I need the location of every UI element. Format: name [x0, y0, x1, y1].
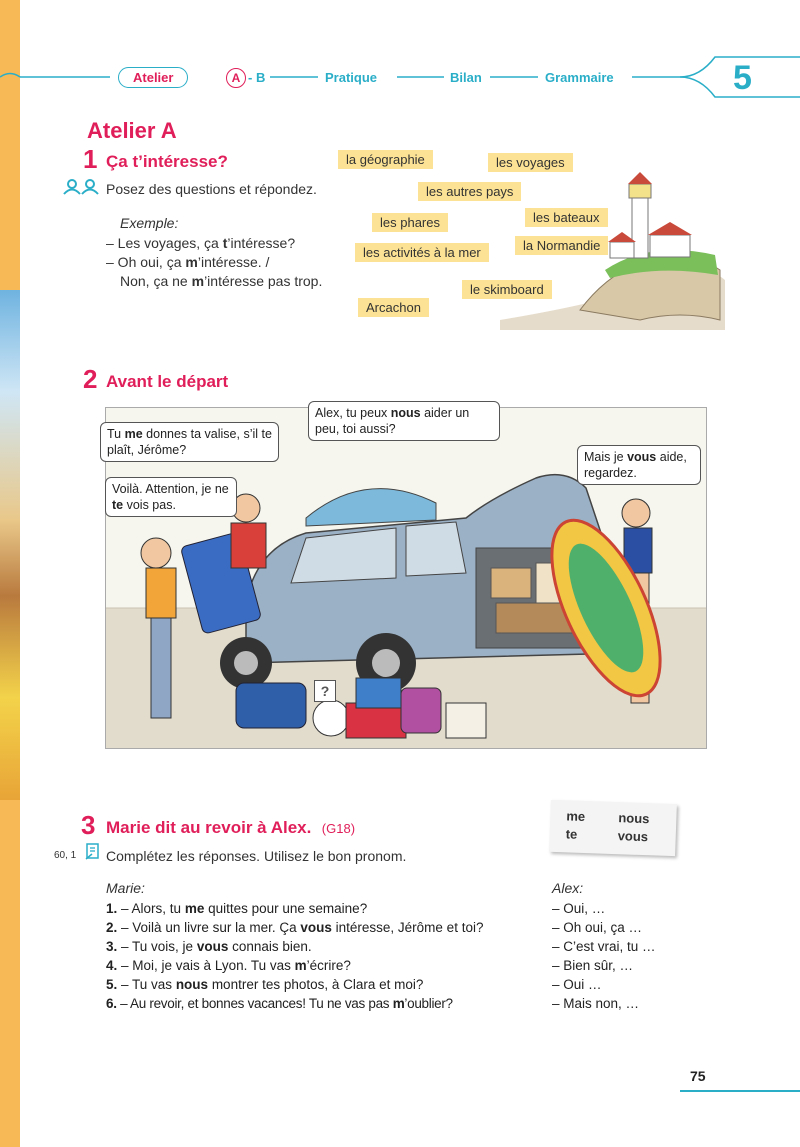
tag-geographie: la géographie — [338, 150, 433, 169]
ex3-answer-4: – Bien sûr, … — [552, 958, 634, 973]
pronoun-te: te — [565, 826, 578, 842]
workbook-icon — [85, 843, 101, 861]
alex-label: Alex: — [552, 880, 584, 896]
question-mark-box: ? — [314, 680, 336, 702]
ex3-answer-5: – Oui … — [552, 977, 602, 992]
speech-bubble-boy-1: Tu me donnes ta valise, s’il te plaît, Jérôme? — [100, 422, 279, 462]
ex3-row-5: 5. – Tu vas nous montrer tes photos, à Clara et moi? — [106, 977, 424, 992]
ex3-instruction: Complétez les réponses. Utilisez le bon pronom. — [106, 848, 407, 864]
speech-bubble-girl: Mais je vous aide, regardez. — [577, 445, 701, 485]
tag-skimboard: le skimboard — [462, 280, 552, 299]
pronoun-me: me — [566, 808, 586, 825]
tag-arcachon: Arcachon — [358, 298, 429, 317]
lighthouse-illustration — [500, 160, 725, 330]
section-title: Atelier A — [87, 118, 177, 143]
ex3-grammar-ref: (G18) — [321, 821, 356, 836]
ex3-row-3: 3. – Tu vois, je vous connais bien. — [106, 939, 312, 954]
ex1-example-label: Exemple: — [120, 215, 179, 231]
nav-b[interactable]: - B — [248, 70, 266, 85]
tag-activites-mer: les activités à la mer — [355, 243, 489, 262]
ex3-answer-6: – Mais non, … — [552, 996, 640, 1011]
ex1-instruction: Posez des questions et répondez. — [106, 181, 317, 197]
ex2-title: Avant le départ — [106, 372, 229, 391]
tag-voyages: les voyages — [488, 153, 573, 172]
nav-atelier[interactable]: Atelier — [118, 67, 188, 88]
ex3-row-2: 2. – Voilà un livre sur la mer. Ça vous intéresse, Jérôme et toi? — [106, 920, 484, 935]
ex1-example-line2: – Oh oui, ça m’intéresse. / — [106, 254, 270, 270]
tag-bateaux: les bateaux — [525, 208, 608, 227]
nav-pratique[interactable]: Pratique — [325, 70, 378, 85]
margin-photo — [0, 290, 20, 800]
tag-normandie: la Normandie — [515, 236, 608, 255]
ex3-side-ref: 60, 1 — [54, 850, 77, 861]
ex1-example-line3: Non, ça ne m’intéresse pas trop. — [120, 273, 323, 289]
tag-phares: les phares — [372, 213, 448, 232]
ex1-title: Ça t’intéresse? — [106, 152, 228, 171]
ex3-answer-3: – C’est vrai, tu … — [552, 939, 656, 954]
speech-bubble-boy-2: Voilà. Attention, je ne te vois pas. — [105, 477, 237, 517]
ex3-answer-2: – Oh oui, ça … — [552, 920, 643, 935]
pronoun-box — [549, 800, 677, 856]
tag-autres-pays: les autres pays — [418, 182, 521, 201]
ex3-answer-1: – Oui, … — [552, 901, 606, 916]
ex2-number: 2 — [83, 364, 98, 394]
ex3-row-4: 4. – Moi, je vais à Lyon. Tu vas m’écrire? — [106, 958, 351, 973]
ex3-title-row — [106, 818, 355, 838]
speech-bubble-man: Alex, tu peux nous aider un peu, toi aussi? — [308, 401, 500, 441]
chapter-number: 5 — [733, 59, 752, 97]
pair-work-icon — [63, 179, 101, 195]
ex1-number: 1 — [83, 144, 98, 174]
nav-bilan[interactable]: Bilan — [450, 70, 482, 85]
ex3-row-1: 1. – Alors, tu me quittes pour une semaine? — [106, 901, 368, 916]
marie-label: Marie: — [106, 880, 145, 896]
ex1-example-line1: – Les voyages, ça t’intéresse? — [106, 235, 296, 251]
nav-grammaire[interactable]: Grammaire — [545, 70, 614, 85]
page-number-rule — [680, 1090, 800, 1092]
nav-a[interactable]: A — [226, 68, 246, 88]
ex3-row-6: 6. – Au revoir, et bonnes vacances! Tu ne vas pas m’oublier? — [106, 996, 453, 1011]
pronoun-vous: vous — [617, 828, 649, 845]
page-number: 75 — [690, 1068, 706, 1084]
ex3-title: Marie dit au revoir à Alex. — [106, 818, 312, 837]
ex3-number: 3 — [81, 810, 96, 840]
pronoun-nous: nous — [618, 810, 650, 827]
